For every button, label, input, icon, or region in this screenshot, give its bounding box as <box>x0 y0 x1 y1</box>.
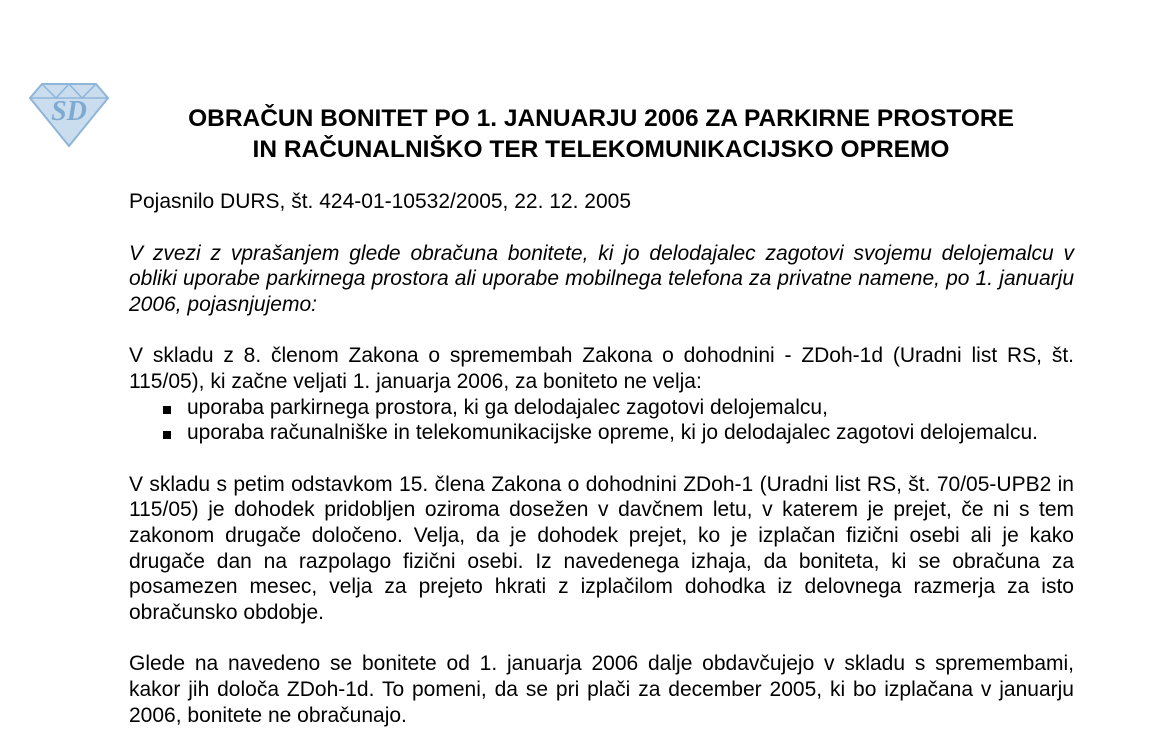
paragraph-2: V skladu s petim odstavkom 15. člena Zakona o dohodnini ZDoh-1 (Uradni list RS, št. 70/05-UPB2 in 115/05) je dohodek pridobljen oziroma dosežen v davčnem letu, v katerem je prejet, če ni s tem zakonom drugače določeno. Velja, da je dohodek prejet, ko je izplačan fizični osebi ali je kako drugače dan na razpolago fizični osebi. Iz navedenega izhaja, da boniteta, ki se obračuna za posamezen mesec, velja za prejeto hkrati z izplačilom dohodka iz delovnega razmerja za isto obračunsko obdobje. <box>129 472 1074 624</box>
exemption-list <box>129 395 1074 446</box>
bullet-icon <box>163 406 171 414</box>
list-item-text: uporaba računalniške in telekomunikacijske opreme, ki jo delodajalec zagotovi delojemalcu. <box>187 421 1038 445</box>
svg-text:SD: SD <box>51 96 87 127</box>
list-item <box>129 395 1074 421</box>
document-title <box>120 103 1082 165</box>
title-line-1: OBRAČUN BONITET PO 1. JANUARJU 2006 ZA PARKIRNE PROSTORE <box>188 105 1014 132</box>
paragraph-3: Glede na navedeno se bonitete od 1. januarja 2006 dalje obdavčujejo v skladu s spremembami, kakor jih določa ZDoh-1d. To pomeni, da se pri plači za december 2005, ki bo izplačana v januarju 2006, bonitete ne obračunajo. <box>129 652 1074 727</box>
bullet-icon <box>163 431 171 439</box>
intro-paragraph: V zvezi z vprašanjem glede obračuna bonitete, ki jo delodajalec zagotovi svojemu delojemalcu v obliki uporabe parkirnega prostora ali uporabe mobilnega telefona za privatne namene, po 1. januarju 2006, pojasnjujemo: <box>129 241 1074 316</box>
document-body <box>129 189 1074 728</box>
paragraph-1: V skladu z 8. členom Zakona o spremembah Zakona o dohodnini - ZDoh-1d (Uradni list RS, št. 115/05), ki začne veljati 1. januarja 2006, za boniteto ne velja: <box>129 344 1074 393</box>
list-item <box>129 420 1074 446</box>
reference-line: Pojasnilo DURS, št. 424-01-10532/2005, 22. 12. 2005 <box>129 190 632 213</box>
title-line-2: IN RAČUNALNIŠKO TER TELEKOMUNIKACIJSKO OPREMO <box>252 136 950 163</box>
list-item-text: uporaba parkirnega prostora, ki ga delodajalec zagotovi delojemalcu, <box>187 395 828 419</box>
company-logo <box>26 76 112 150</box>
